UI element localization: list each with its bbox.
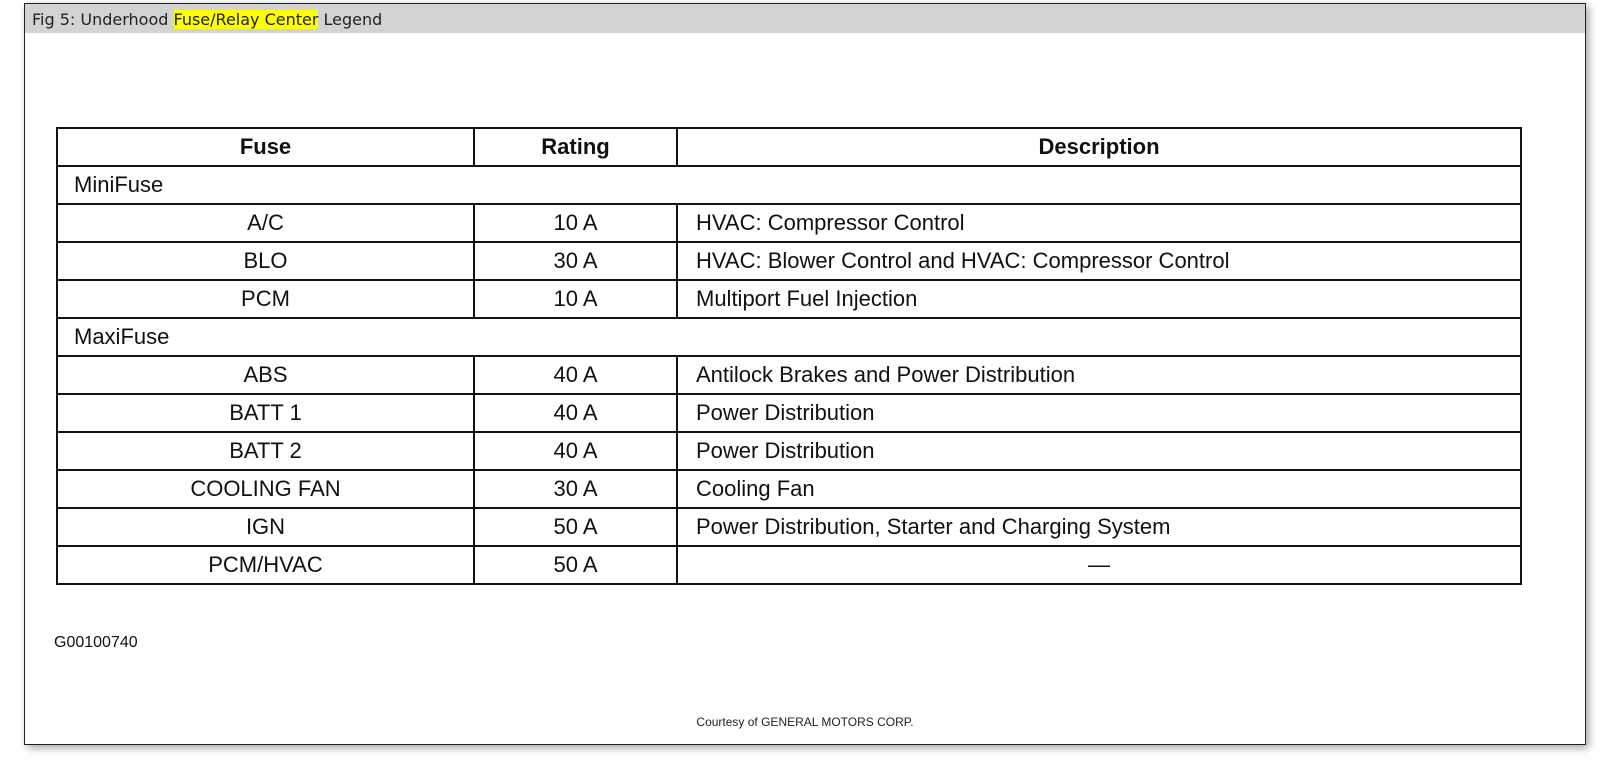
- rating-cell: 50 A: [474, 546, 677, 584]
- fuse-cell: ABS: [57, 356, 474, 394]
- courtesy-text: Courtesy of GENERAL MOTORS CORP.: [696, 715, 914, 729]
- fuse-cell: PCM/HVAC: [57, 546, 474, 584]
- rating-cell: 10 A: [474, 204, 677, 242]
- fuse-cell: COOLING FAN: [57, 470, 474, 508]
- table-row: [57, 432, 1521, 470]
- fuse-cell: PCM: [57, 280, 474, 318]
- table-header-row: [57, 128, 1521, 166]
- fuse-legend-table: [56, 127, 1522, 585]
- fuse-cell: BATT 2: [57, 432, 474, 470]
- rating-cell: 30 A: [474, 470, 677, 508]
- title-prefix: Fig 5: Underhood: [32, 10, 174, 29]
- fuse-cell: IGN: [57, 508, 474, 546]
- title-suffix: Legend: [318, 10, 383, 29]
- section-label: MaxiFuse: [57, 318, 1521, 356]
- table-row: [57, 280, 1521, 318]
- table-row: [57, 394, 1521, 432]
- fuse-cell: A/C: [57, 204, 474, 242]
- table-row: [57, 508, 1521, 546]
- description-cell: —: [677, 546, 1521, 584]
- table-row: [57, 204, 1521, 242]
- rating-cell: 40 A: [474, 394, 677, 432]
- rating-cell: 50 A: [474, 508, 677, 546]
- section-row: [57, 166, 1521, 204]
- table-row: [57, 470, 1521, 508]
- figure-window: [24, 3, 1586, 745]
- table-row: [57, 242, 1521, 280]
- title-highlight: Fuse/Relay Center: [173, 10, 319, 29]
- figure-title: [25, 4, 1585, 33]
- figure-id: G00100740: [54, 634, 138, 651]
- fuse-cell: BLO: [57, 242, 474, 280]
- table-row: [57, 356, 1521, 394]
- description-cell: Power Distribution, Starter and Charging System: [677, 508, 1521, 546]
- description-cell: Power Distribution: [677, 394, 1521, 432]
- description-cell: Cooling Fan: [677, 470, 1521, 508]
- description-cell: Power Distribution: [677, 432, 1521, 470]
- rating-cell: 40 A: [474, 432, 677, 470]
- rating-cell: 30 A: [474, 242, 677, 280]
- description-cell: HVAC: Compressor Control: [677, 204, 1521, 242]
- description-cell: Antilock Brakes and Power Distribution: [677, 356, 1521, 394]
- fuse-cell: BATT 1: [57, 394, 474, 432]
- section-row: [57, 318, 1521, 356]
- table-row: [57, 546, 1521, 584]
- rating-cell: 40 A: [474, 356, 677, 394]
- header-description: Description: [677, 128, 1521, 166]
- section-label: MiniFuse: [57, 166, 1521, 204]
- rating-cell: 10 A: [474, 280, 677, 318]
- header-rating: Rating: [474, 128, 677, 166]
- header-fuse: Fuse: [57, 128, 474, 166]
- description-cell: Multiport Fuel Injection: [677, 280, 1521, 318]
- description-cell: HVAC: Blower Control and HVAC: Compressor Control: [677, 242, 1521, 280]
